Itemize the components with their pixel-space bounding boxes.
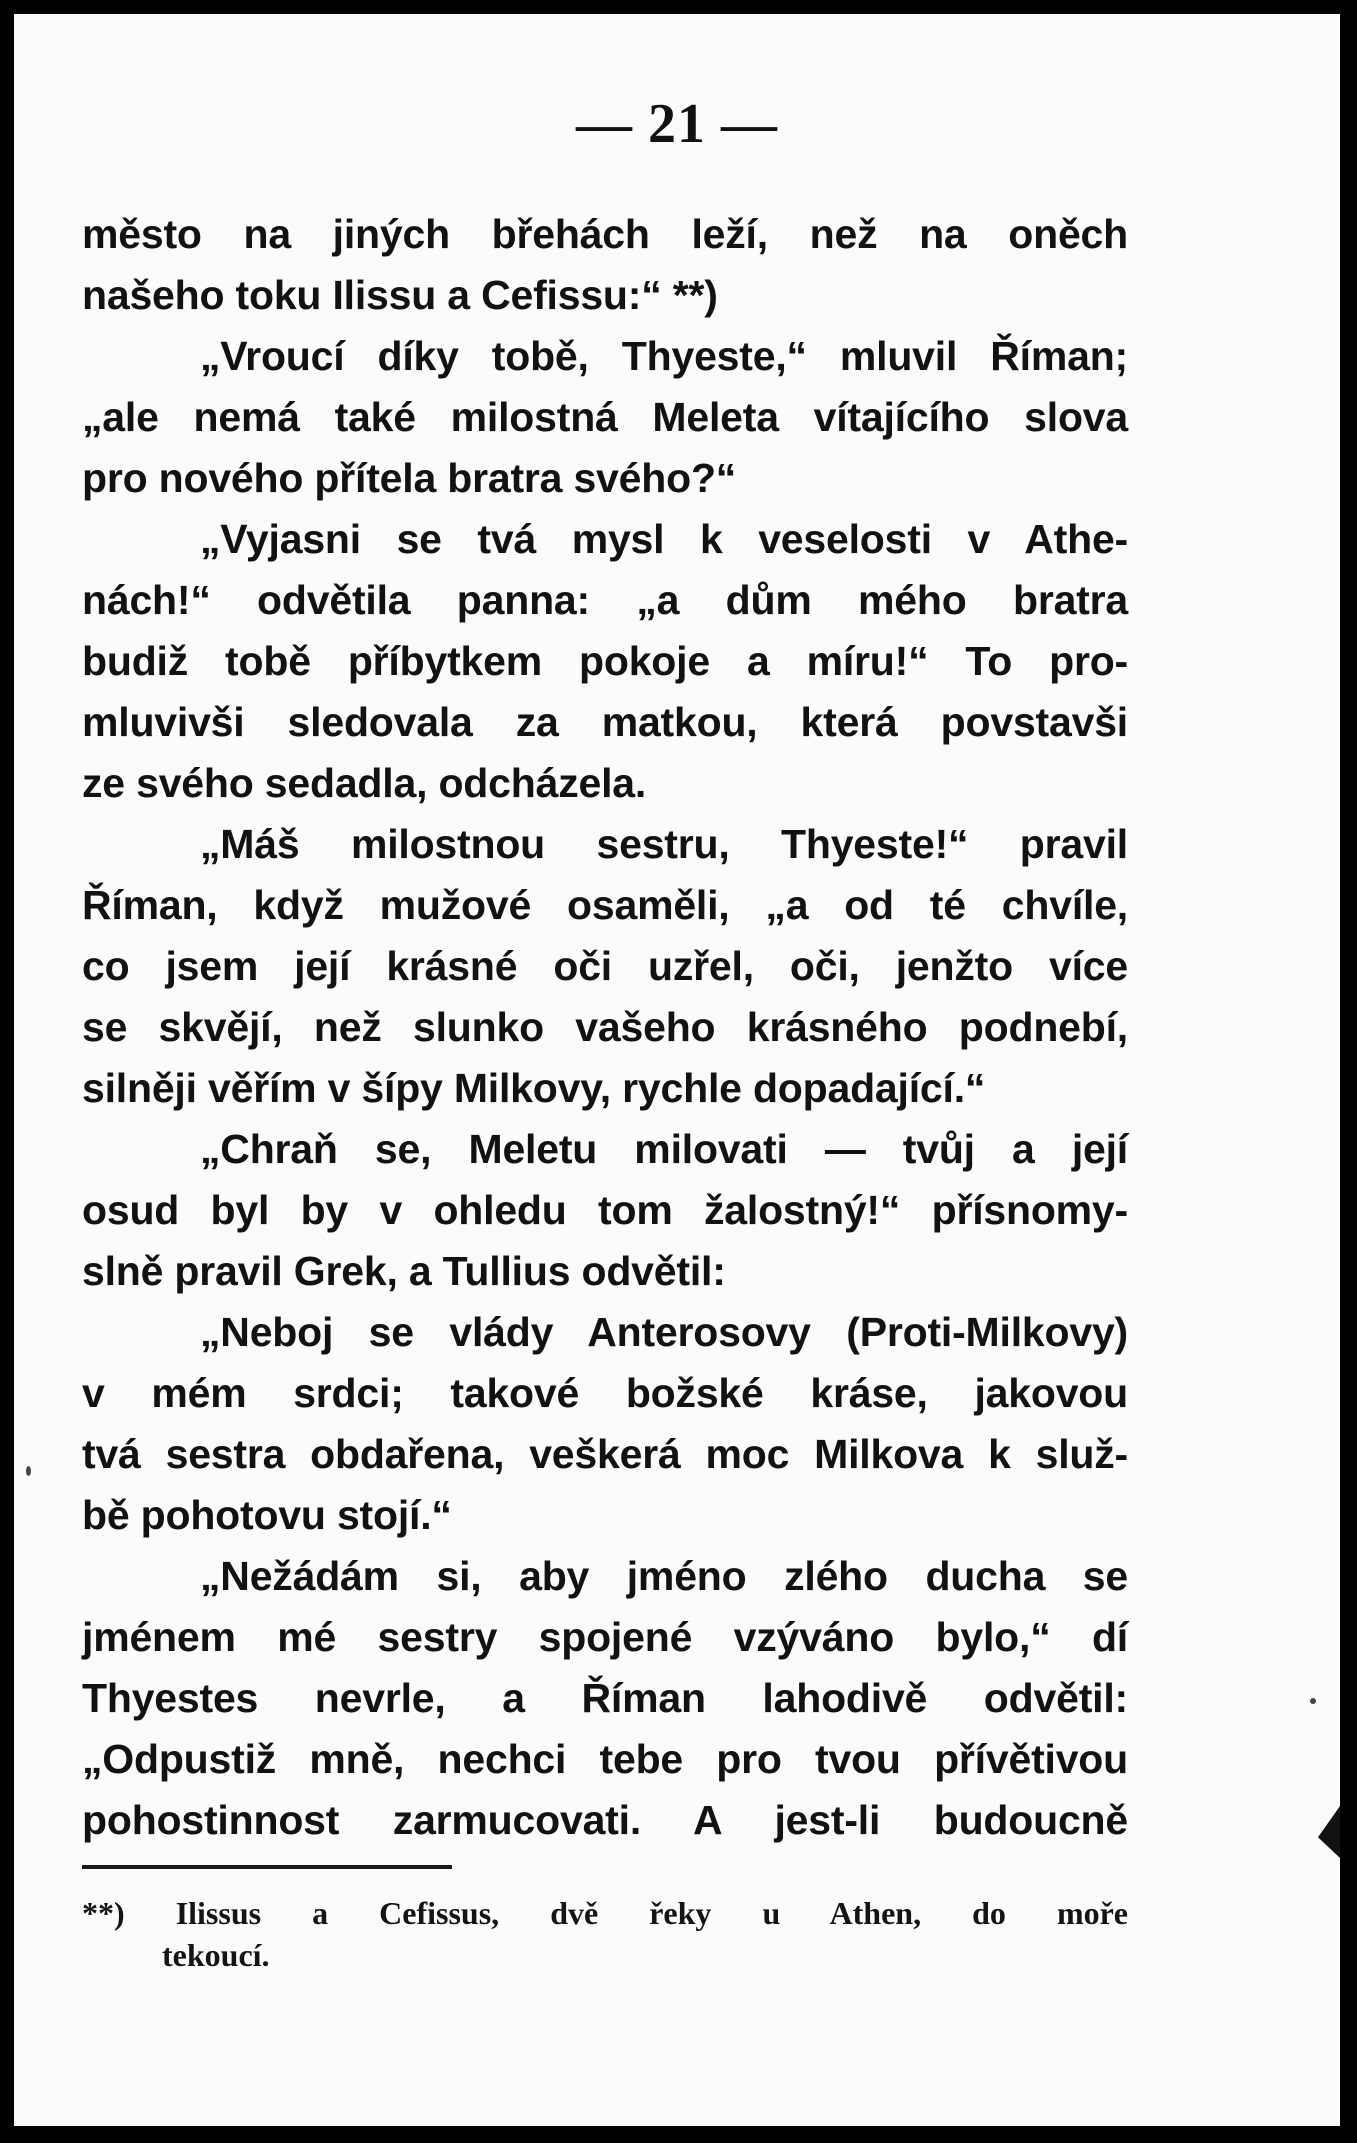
text-line: co jsem její krásné oči uzřel, oči, jenžto více (82, 943, 1128, 989)
text-line: silněji věřím v šípy Milkovy, rychle dopadající.“ (82, 1065, 986, 1111)
page-edge-mark (1318, 1806, 1340, 1858)
footnote-line: **) Ilissus a Cefissus, dvě řeky u Athen, do moře (82, 1895, 1128, 1931)
text-line: tvá sestra obdařena, veškerá moc Milkova k služ- (82, 1431, 1128, 1477)
text-line: pohostinnost zarmucovati. A jest-li budoucně (82, 1797, 1128, 1843)
text-line: v mém srdci; takové božské kráse, jakovou (82, 1370, 1128, 1416)
text-line: jménem mé sestry spojené vzýváno bylo,“ dí (82, 1614, 1128, 1660)
text-line: budiž tobě příbytkem pokoje a míru!“ To pro- (82, 638, 1128, 684)
text-line: Říman, když mužové osaměli, „a od té chvíle, (82, 882, 1128, 928)
ink-speck (26, 1466, 31, 1476)
text-line: slně pravil Grek, a Tullius odvětil: (82, 1248, 726, 1294)
text-line: „ale nemá také milostná Meleta vítajícího slova (82, 394, 1128, 440)
text-line: „Neboj se vlády Anterosovy (Proti-Milkovy) (200, 1309, 1128, 1355)
footnote (82, 1892, 1128, 1976)
text-line: město na jiných břehách leží, než na oněch (82, 211, 1128, 257)
text-line: „Odpustiž mně, nechci tebe pro tvou přívětivou (82, 1736, 1128, 1782)
text-line: nách!“ odvětila panna: „a dům mého bratra (82, 577, 1128, 623)
text-line: Thyestes nevrle, a Říman lahodivě odvětil: (82, 1675, 1128, 1721)
text-line: mluvivši sledovala za matkou, která povstavši (82, 699, 1128, 745)
text-line: „Vroucí díky tobě, Thyeste,“ mluvil Říman; (200, 333, 1128, 379)
text-line: se skvějí, než slunko vašeho krásného podnebí, (82, 1004, 1128, 1050)
text-line: „Nežádám si, aby jméno zlého ducha se (200, 1553, 1128, 1599)
body-text (82, 204, 1128, 1851)
text-line: ze svého sedadla, odcházela. (82, 760, 647, 806)
text-line: našeho toku Ilissu a Cefissu:“ **) (82, 272, 718, 318)
text-line: bě pohotovu stojí.“ (82, 1492, 452, 1538)
book-page (14, 14, 1340, 2126)
text-line: „Chraň se, Meletu milovati — tvůj a její (200, 1126, 1128, 1172)
footnote-line: tekoucí. (162, 1937, 270, 1973)
text-line: pro nového přítela bratra svého?“ (82, 455, 737, 501)
ink-speck (1310, 1698, 1316, 1704)
text-line: „Máš milostnou sestru, Thyeste!“ pravil (200, 821, 1128, 867)
text-line: osud byl by v ohledu tom žalostný!“ přísnomy- (82, 1187, 1128, 1233)
footnote-divider (82, 1865, 452, 1869)
page-number: — 21 — (576, 93, 778, 155)
text-line: „Vyjasni se tvá mysl k veselosti v Athe- (200, 516, 1128, 562)
